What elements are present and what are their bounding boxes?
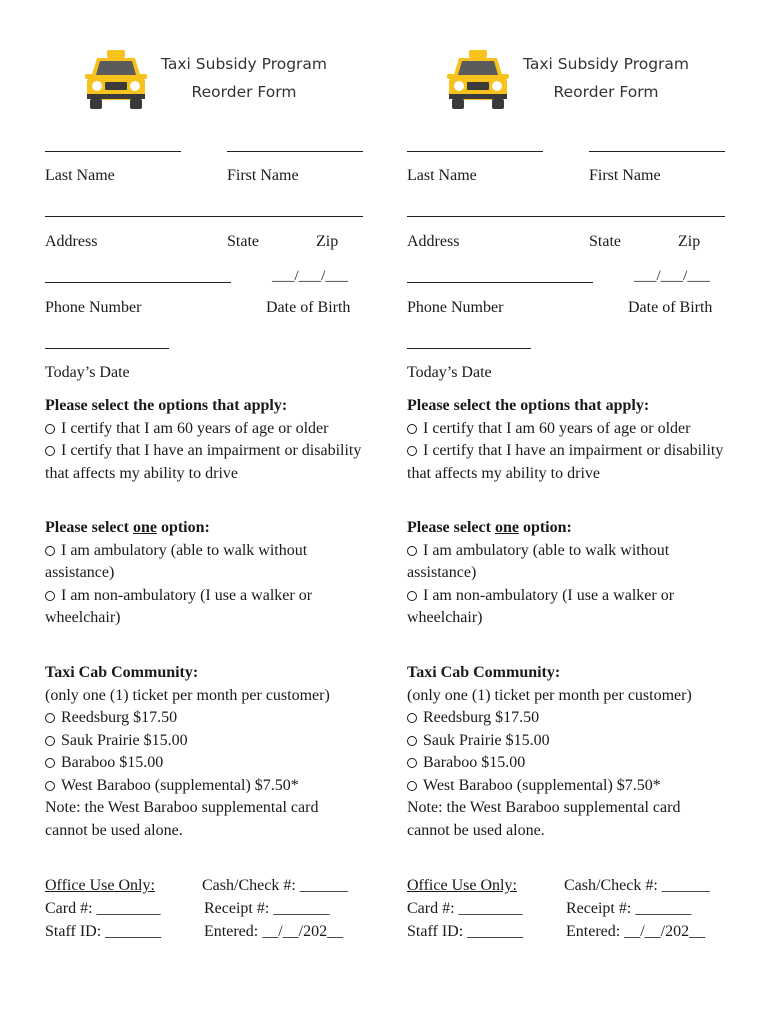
staff-id-field[interactable]: Staff ID: _______ [407,923,524,940]
card-number-field[interactable]: Card #: ________ [45,900,161,917]
zip-label: Zip [678,233,701,250]
radio-circle-icon[interactable] [45,546,55,556]
cash-check-field[interactable]: Cash/Check #: ______ [564,877,710,894]
first-name-field[interactable] [227,151,363,152]
taxi-icon [445,48,511,114]
form-title: Taxi Subsidy Program [160,55,328,73]
community-note: Note: the West Baraboo supplemental card cannot be used alone. [45,799,319,839]
option-baraboo[interactable]: Baraboo $15.00 [407,752,737,775]
radio-circle-icon[interactable] [45,758,55,768]
radio-circle-icon[interactable] [45,781,55,791]
first-name-label: First Name [589,167,661,184]
form-right [407,0,737,1024]
receipt-field[interactable]: Receipt #: _______ [566,900,692,917]
office-use-label: Office Use Only: [45,877,155,894]
radio-circle-icon[interactable] [407,591,417,601]
apply-options-section [407,395,737,485]
mobility-options-section [45,517,375,630]
office-use-label: Office Use Only: [407,877,517,894]
form-title: Taxi Subsidy Program [522,55,690,73]
last-name-field[interactable] [407,151,543,152]
state-label: State [227,233,259,250]
todays-date-label: Today’s Date [45,364,130,381]
community-note: Note: the West Baraboo supplemental card cannot be used alone. [407,799,681,839]
receipt-field[interactable]: Receipt #: _______ [204,900,330,917]
radio-circle-icon[interactable] [45,736,55,746]
staff-id-field[interactable]: Staff ID: _______ [45,923,162,940]
date-of-birth-label: Date of Birth [628,299,713,316]
date-of-birth-field[interactable]: ___/___/___ [272,268,348,284]
radio-circle-icon[interactable] [45,446,55,456]
address-field[interactable] [45,216,363,217]
community-subheading: (only one (1) ticket per month per customer) [45,686,330,704]
last-name-label: Last Name [407,167,477,184]
address-field[interactable] [407,216,725,217]
community-heading: Taxi Cab Community: [45,664,199,681]
option-reedsburg[interactable]: Reedsburg $17.50 [45,707,375,730]
mobility-options-heading: Please select one option: [45,519,210,536]
mobility-options-section [407,517,737,630]
radio-circle-icon[interactable] [45,424,55,434]
apply-options-heading: Please select the options that apply: [407,397,650,414]
date-of-birth-label: Date of Birth [266,299,351,316]
option-impairment[interactable]: I certify that I have an impairment or disability that affects my ability to drive [45,442,362,482]
radio-circle-icon[interactable] [407,781,417,791]
option-age-60[interactable]: I certify that I am 60 years of age or older [45,418,375,441]
community-section [45,662,375,842]
address-label: Address [45,233,98,250]
entered-date-field[interactable]: Entered: __/__/202__ [204,923,344,940]
todays-date-field[interactable] [407,348,531,349]
option-ambulatory[interactable]: I am ambulatory (able to walk without assistance) [407,541,670,581]
last-name-field[interactable] [45,151,181,152]
radio-circle-icon[interactable] [407,546,417,556]
form-subtitle: Reorder Form [191,83,297,101]
state-label: State [589,233,621,250]
option-reedsburg[interactable]: Reedsburg $17.50 [407,707,737,730]
option-west-baraboo[interactable]: West Baraboo (supplemental) $7.50* [407,775,737,798]
office-payment-section [202,874,377,943]
first-name-label: First Name [227,167,299,184]
date-of-birth-field[interactable]: ___/___/___ [634,268,710,284]
last-name-label: Last Name [45,167,115,184]
card-number-field[interactable]: Card #: ________ [407,900,523,917]
form-subtitle: Reorder Form [553,83,659,101]
radio-circle-icon[interactable] [45,713,55,723]
form-left [45,0,375,1024]
radio-circle-icon[interactable] [45,591,55,601]
option-sauk-prairie[interactable]: Sauk Prairie $15.00 [45,730,375,753]
option-non-ambulatory[interactable]: I am non-ambulatory (I use a walker or wheelchair) [45,586,313,626]
community-heading: Taxi Cab Community: [407,664,561,681]
community-subheading: (only one (1) ticket per month per customer) [407,686,692,704]
todays-date-label: Today’s Date [407,364,492,381]
apply-options-section [45,395,375,485]
mobility-options-heading: Please select one option: [407,519,572,536]
option-age-60[interactable]: I certify that I am 60 years of age or older [407,418,737,441]
address-label: Address [407,233,460,250]
first-name-field[interactable] [589,151,725,152]
taxi-icon [83,48,149,114]
entered-date-field[interactable]: Entered: __/__/202__ [566,923,706,940]
phone-number-label: Phone Number [407,299,504,316]
phone-number-field[interactable] [45,282,231,283]
cash-check-field[interactable]: Cash/Check #: ______ [202,877,348,894]
radio-circle-icon[interactable] [407,713,417,723]
phone-number-field[interactable] [407,282,593,283]
phone-number-label: Phone Number [45,299,142,316]
zip-label: Zip [316,233,339,250]
office-payment-section [564,874,739,943]
community-section [407,662,737,842]
radio-circle-icon[interactable] [407,758,417,768]
apply-options-heading: Please select the options that apply: [45,397,288,414]
radio-circle-icon[interactable] [407,736,417,746]
option-ambulatory[interactable]: I am ambulatory (able to walk without assistance) [45,541,308,581]
todays-date-field[interactable] [45,348,169,349]
option-west-baraboo[interactable]: West Baraboo (supplemental) $7.50* [45,775,375,798]
radio-circle-icon[interactable] [407,424,417,434]
option-non-ambulatory[interactable]: I am non-ambulatory (I use a walker or wheelchair) [407,586,675,626]
option-impairment[interactable]: I certify that I have an impairment or disability that affects my ability to drive [407,442,724,482]
option-baraboo[interactable]: Baraboo $15.00 [45,752,375,775]
radio-circle-icon[interactable] [407,446,417,456]
option-sauk-prairie[interactable]: Sauk Prairie $15.00 [407,730,737,753]
